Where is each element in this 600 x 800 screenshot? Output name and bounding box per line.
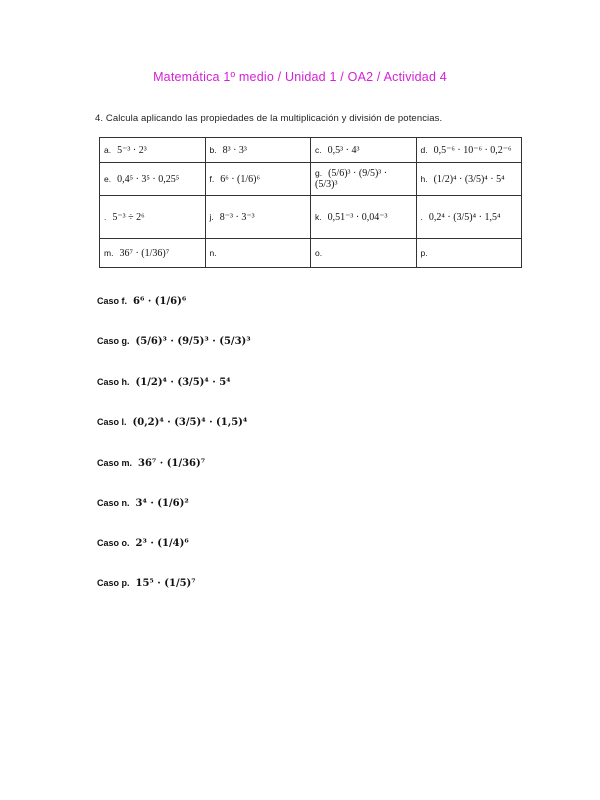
exercise-label: f. [209,173,215,184]
exercise-label: . [104,211,107,222]
case-label: Caso h. [97,377,130,387]
case-item [97,377,231,388]
case-label: Caso f. [97,296,128,306]
case-label: Caso m. [97,458,133,468]
case-expression: 6⁶ · (1/6)⁶ [133,296,187,307]
table-row [100,239,522,268]
case-expression: 15⁵ · (1/5)⁷ [135,578,196,589]
exercise-label: e. [104,173,112,184]
case-expression: (0,2)⁴ · (3/5)⁴ · (1,5)⁴ [132,417,248,428]
exercise-cell [311,239,417,268]
exercise-cell [205,138,311,163]
table-row [100,138,522,163]
exercise-label: . [420,211,423,222]
case-label: Caso l. [97,417,127,427]
exercise-expression: (5/6)³ · (9/5)³ · (5/3)³ [315,168,388,190]
exercise-cell [416,138,522,163]
exercise-label: p. [420,247,428,258]
exercise-cell [100,163,206,196]
exercise-expression: 0,5⁻⁶ · 10⁻⁶ · 0,2⁻⁶ [433,144,512,156]
table-row [100,196,522,239]
exercise-expression: 0,4⁵ · 3⁵ · 0,25⁵ [117,173,180,185]
case-item [97,538,189,549]
table-row [100,163,522,196]
exercise-label: j. [209,211,214,222]
exercise-expression: 0,51⁻³ · 0,04⁻³ [327,211,388,223]
instruction-text: 4. Calcula aplicando las propiedades de la multiplicación y división de potencias. [95,113,443,124]
case-item [97,458,205,469]
exercise-cell [205,239,311,268]
exercise-label: a. [104,144,112,155]
exercise-expression: (1/2)⁴ · (3/5)⁴ · 5⁴ [433,173,505,185]
exercise-cell [100,239,206,268]
exercise-label: d. [420,144,428,155]
case-item [97,296,186,307]
case-label: Caso o. [97,538,130,548]
case-expression: (5/6)³ · (9/5)³ · (5/3)³ [135,336,251,347]
case-expression: 36⁷ · (1/36)⁷ [138,458,206,469]
case-item [97,336,251,347]
exercise-expression: 0,2⁴ · (3/5)⁴ · 1,5⁴ [428,211,501,223]
case-label: Caso p. [97,578,130,588]
exercise-cell [311,196,417,239]
case-expression: 3⁴ · (1/6)² [135,498,189,509]
exercise-expression: 5⁻³ · 2³ [117,144,147,156]
page-title: Matemática 1º medio / Unidad 1 / OA2 / Actividad 4 [153,70,447,84]
exercise-expression: 5⁻³ ÷ 2⁶ [112,211,145,223]
exercise-label: c. [315,144,322,155]
exercise-cell [100,196,206,239]
exercise-label: o. [315,247,323,258]
exercise-label: b. [209,144,217,155]
case-item [97,417,247,428]
exercise-label: g. [315,168,323,178]
exercise-label: n. [209,247,217,258]
exercise-label: h. [420,173,428,184]
exercise-cell [311,138,417,163]
case-label: Caso g. [97,336,130,346]
exercise-cell [205,196,311,239]
exercise-expression: 8⁻³ · 3⁻³ [219,211,255,223]
case-expression: 2³ · (1/4)⁶ [135,538,189,549]
exercise-expression: 36⁷ · (1/36)⁷ [119,247,170,259]
exercise-label: m. [104,247,114,258]
exercise-cell [205,163,311,196]
exercise-cell [100,138,206,163]
exercise-expression: 6⁶ · (1/6)⁶ [220,173,260,185]
exercise-cell [416,163,522,196]
exercise-cell [311,163,417,196]
exercise-expression: 0,5³ · 4³ [327,144,360,156]
case-item [97,578,196,589]
case-item [97,498,189,509]
exercise-label: k. [315,211,322,222]
case-label: Caso n. [97,498,130,508]
exercise-expression: 8³ · 3³ [222,144,247,156]
case-expression: (1/2)⁴ · (3/5)⁴ · 5⁴ [135,377,231,388]
exercise-cell [416,196,522,239]
exercise-table [99,137,522,268]
exercise-cell [416,239,522,268]
